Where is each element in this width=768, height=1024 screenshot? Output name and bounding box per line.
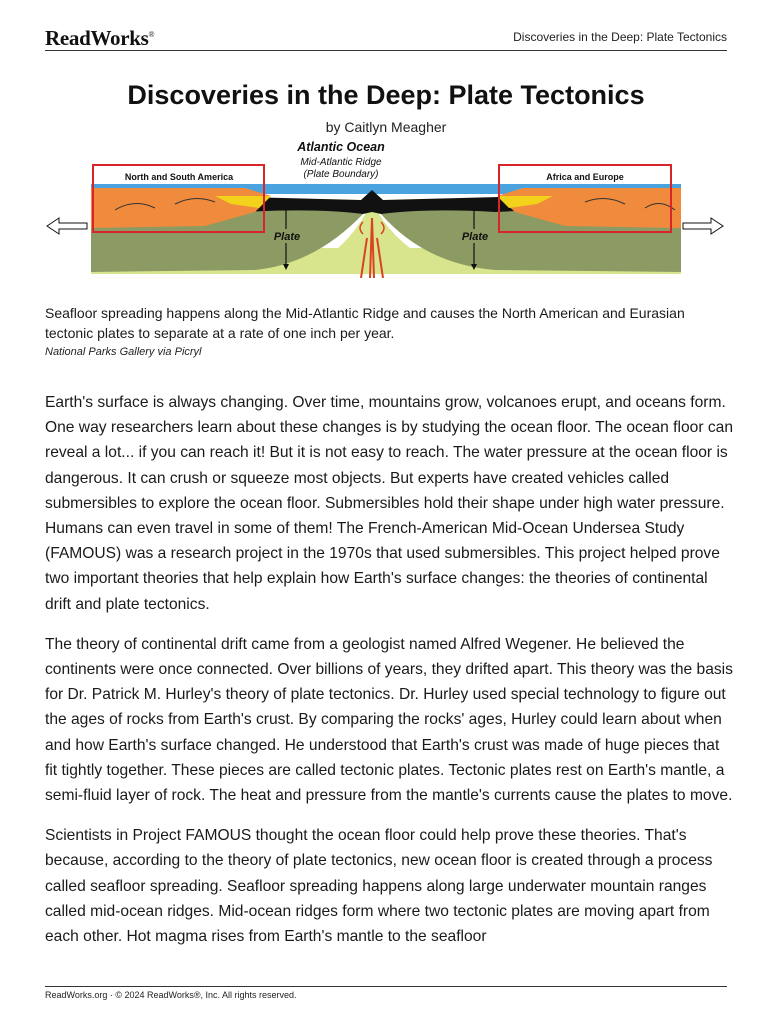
- figure-credit: National Parks Gallery via Picryl: [45, 346, 202, 358]
- right-direction-arrow-icon: [683, 218, 723, 234]
- paragraph-1: Earth's surface is always changing. Over time, mountains grow, volcanoes erupt, and oceans form. One way researchers learn about these changes is by studying the ocean floor. The ocean floor can reveal a lot... if you can reach it! But it is not easy to reach. The water pressure at the ocean floor is dangerous. It can crush or squeeze most objects. But experts have created vehicles called submersibles to explore the ocean floor. Submersibles hold their shape under high water pressure. Humans can even travel in some of them! The French-American Mid-Ocean Undersea Study (FAMOUS) was a research project in the 1970s that used submersibles. This project helped prove two important theories that help explain how Earth's surface changes: the theories of continental drift and plate tectonics.: [45, 394, 733, 613]
- logo-text: ReadWorks: [45, 26, 149, 50]
- logo-registered-mark: ®: [148, 30, 155, 39]
- header-document-title: Discoveries in the Deep: Plate Tectonics: [513, 30, 727, 44]
- article-body: [45, 390, 735, 964]
- page-header: [45, 26, 727, 51]
- paragraph-2: The theory of continental drift came from a geologist named Alfred Wegener. He believed the continents were once connected. Over billions of years, they drifted apart. This theory was the basis for Dr. Patrick M. Hurley's theory of plate tectonics. Dr. Hurley used special technology to figure out the ages of rocks from Earth's crust. By comparing the rocks' ages, Hurley could learn about when and how Earth's surface changed. He understood that Earth's crust was made of huge pieces that fit tightly together. These pieces are called tectonic plates. Tectonic plates rest on Earth's mantle, a semi-fluid layer of rock. The heat and pressure from the mantle's currents cause the plates to move.: [45, 635, 733, 805]
- plate-tectonics-diagram: [45, 138, 727, 278]
- page-footer: [45, 986, 727, 1000]
- right-continent-label: Africa and Europe: [546, 172, 624, 182]
- boundary-label: (Plate Boundary): [303, 169, 379, 180]
- figure-caption: Seafloor spreading happens along the Mid-Atlantic Ridge and causes the North American and Eurasian tectonic plates to separate at a rate of one inch per year.: [45, 305, 685, 341]
- ocean-label: Atlantic Ocean: [297, 140, 385, 154]
- left-plate-label: Plate: [273, 231, 301, 243]
- left-continent-label: North and South America: [124, 172, 234, 182]
- left-direction-arrow-icon: [47, 218, 87, 234]
- readworks-logo[interactable]: [45, 26, 154, 51]
- right-plate-label: Plate: [461, 231, 489, 243]
- document-title: Discoveries in the Deep: Plate Tectonics: [127, 80, 645, 110]
- ridge-label: Mid-Atlantic Ridge: [300, 157, 382, 168]
- paragraph-3: Scientists in Project FAMOUS thought the ocean floor could help prove these theories. That's because, according to the theory of plate tectonics, new ocean floor is created through a process called seafloor spreading. Seafloor spreading happens along large underwater mountain ranges called mid-ocean ridges. Mid-ocean ridges form where two tectonic plates are moving apart from each other. Hot magma rises from Earth's mantle to the seafloor: [45, 827, 713, 946]
- footer-copyright: ReadWorks.org · © 2024 ReadWorks®, Inc. All rights reserved.: [45, 990, 297, 1000]
- byline: by Caitlyn Meagher: [325, 119, 447, 135]
